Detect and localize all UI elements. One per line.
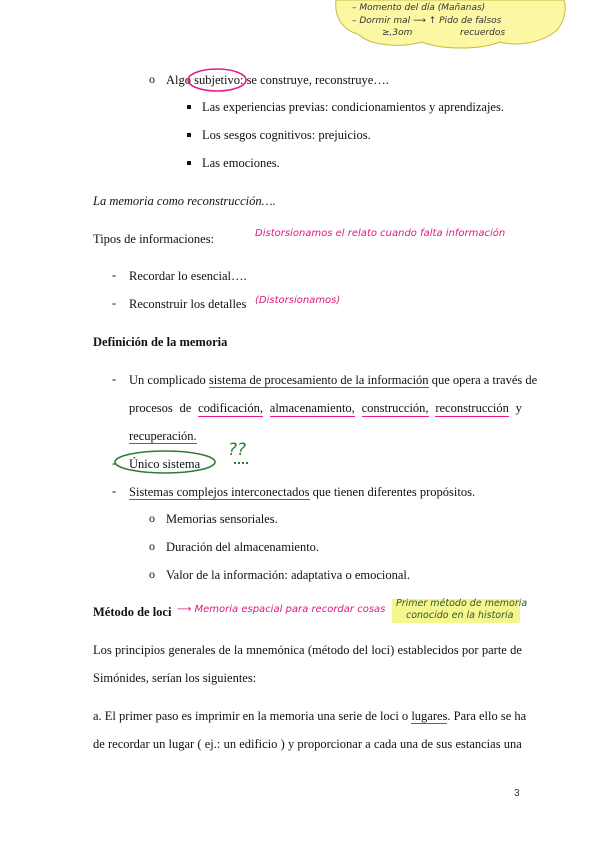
def-subitem-3: Valor de la información: adaptativa o emocional. xyxy=(166,568,411,582)
def-item-1-line3: recuperación. xyxy=(129,429,197,443)
def-item-1-line1: Un complicado sistema de procesamiento de la información que opera a través de xyxy=(129,373,538,387)
def-item-2: Único sistema xyxy=(129,457,201,471)
subjective-line: Algo subjetivo: se construye, reconstruye…. xyxy=(166,73,389,87)
underline-interconectados: interconectados xyxy=(231,485,310,499)
def-item-1-line2: procesos de codificación, almacenamiento, construcción, reconstrucción y xyxy=(129,401,522,415)
tipos-label: Tipos de informaciones: xyxy=(93,232,215,246)
top-note-line2: – Dormir mal ⟶ ↑ Pido de falsos xyxy=(352,16,502,26)
paragraph-2-line1: a. El primer paso es imprimir en la memoria una serie de loci o lugares. Para ello se ha xyxy=(93,709,527,723)
dash: - xyxy=(112,268,117,282)
top-note-line1: – Momento del día (Mañanas) xyxy=(352,3,486,13)
tipos-item-2-note: (Distorsionamos) xyxy=(255,295,341,306)
sub-item-1: Las experiencias previas: condicionamientos y aprendizajes. xyxy=(202,100,504,114)
top-note-line3: ≥,3om xyxy=(382,28,413,38)
loci-note-green-1: Primer método de memoria xyxy=(396,598,528,609)
subjetivo-circle xyxy=(186,66,248,94)
dash: - xyxy=(112,484,117,498)
loci-note-pink: ⟶ Memoria espacial para recordar cosas xyxy=(177,604,386,615)
memoria-reconstruccion: La memoria como reconstrucción…. xyxy=(93,194,276,208)
top-note-line2b: recuerdos xyxy=(460,28,506,38)
loci-note-green-2: conocido en la historia xyxy=(406,610,514,621)
underline-lugares: lugares xyxy=(411,709,448,723)
tipos-note: Distorsionamos el relato cuando falta información xyxy=(255,228,506,239)
page-number: 3 xyxy=(514,788,520,799)
paragraph-1-line2: Simónides, serían los siguientes: xyxy=(93,671,257,685)
question-marks: ?? xyxy=(228,440,247,460)
bullet-square xyxy=(187,133,191,137)
bullet-circle: o xyxy=(149,539,155,553)
paragraph-1-line1: Los principios generales de la mnemónica (método del loci) establecidos por parte de xyxy=(93,643,522,657)
dash: - xyxy=(112,296,117,310)
def-subitem-1: Memorias sensoriales. xyxy=(166,512,278,526)
sub-item-2: Los sesgos cognitivos: prejuicios. xyxy=(202,128,371,142)
bullet-circle: o xyxy=(149,511,155,525)
underline-sistema: sistema de procesamiento de la información xyxy=(208,373,429,387)
tipos-item-2: Reconstruir los detalles xyxy=(129,297,247,311)
bullet-square xyxy=(187,105,191,109)
unico-sistema-circle xyxy=(112,448,218,476)
subjetivo-word: subjetivo xyxy=(194,73,240,87)
dots-mark xyxy=(234,462,248,467)
dash: - xyxy=(112,372,117,386)
definicion-heading: Definición de la memoria xyxy=(93,335,228,349)
bullet-circle: o xyxy=(149,567,155,581)
def-subitem-2: Duración del almacenamiento. xyxy=(166,540,320,554)
def-item-3: Sistemas complejos interconectados que tienen diferentes propósitos. xyxy=(129,485,476,499)
sub-item-3: Las emociones. xyxy=(202,156,280,170)
loci-heading: Método de loci xyxy=(93,605,172,619)
dash: - xyxy=(112,456,117,470)
bullet-square xyxy=(187,161,191,165)
paragraph-2-line2: de recordar un lugar ( ej.: un edificio ) y proporcionar a cada una de sus estancias una xyxy=(93,737,522,751)
tipos-item-1: Recordar lo esencial…. xyxy=(129,269,247,283)
bullet-circle: o xyxy=(149,72,155,86)
